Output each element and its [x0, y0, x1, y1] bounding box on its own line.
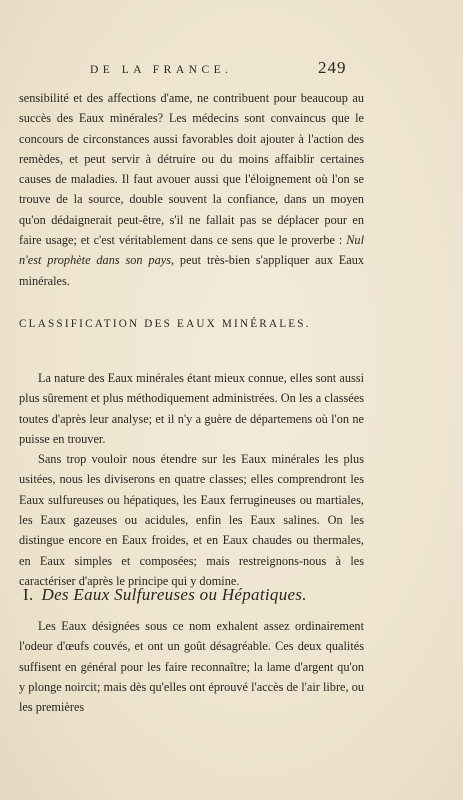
paragraph [19, 88, 364, 291]
subsection-heading [23, 585, 368, 605]
section-heading: CLASSIFICATION DES EAUX MINÉRALES. [19, 318, 311, 330]
text-block-classification [19, 368, 364, 591]
paragraph-text: sensibilité et des affections d'ame, ne contribuent pour beaucoup au succès des Eaux minérales? Les médecins sont convaincus que le concours de circonstances aussi favorables doit ajouter à l'action des remèdes, et peut servir à détruire ou du moins affaiblir certaines causes de maladies. Il faut avouer aussi que l'éloignement où l'on se trouve de la source, double souvent la confiance, dans un moyen qu'on dédaignerait peut-être, s'il ne fallait pas se déplacer pour en faire usage; et c'est véritablement dans ce sens que le proverbe : [19, 91, 364, 248]
running-title: DE LA FRANCE. [90, 64, 233, 76]
text-block-continuation [19, 88, 364, 291]
paragraph: La nature des Eaux minérales étant mieux connue, elles sont aussi plus sûrement et plus méthodiquement administrées. On les a classées toutes d'après leur analyse; et il n'y a guère de départemens où l'on ne puisse en trouver. [19, 371, 364, 446]
subsection-number: I. [23, 585, 34, 604]
paragraph: Les Eaux désignées sous ce nom exhalent assez ordinairement l'odeur d'œufs couvés, et ont un goût désagréable. Ces deux qualités suffisent en général pour les faire reconnaître; la lame d'argent qu'on y plonge noircit; mais dès qu'elles ont éprouvé l'accès de l'air libre, ou les premières [19, 619, 364, 715]
proverb-quote: Nul n'est prophète dans son pays [19, 233, 364, 268]
subsection-title: Des Eaux Sulfureuses ou Hépatiques. [41, 585, 307, 604]
paragraph-text-end: , peut très-bien s'appliquer aux Eaux minérales. [19, 253, 364, 288]
page-number: 249 [318, 58, 347, 77]
text-block-sulfurous [19, 616, 364, 717]
paragraph: Sans trop vouloir nous étendre sur les Eaux minérales les plus usitées, nous les diviserons en quatre classes; elles comprendront les Eaux sulfureuses ou hépatiques, les Eaux ferrugineuses ou martiales, les Eaux gazeuses ou acidules, enfin les Eaux salines. On les distingue encore en Eaux froides, et en Eaux chaudes ou thermales, en Eaux simples et composées; mais restreignons-nous à les caractériser d'après le principe qui y domine. [19, 452, 364, 588]
